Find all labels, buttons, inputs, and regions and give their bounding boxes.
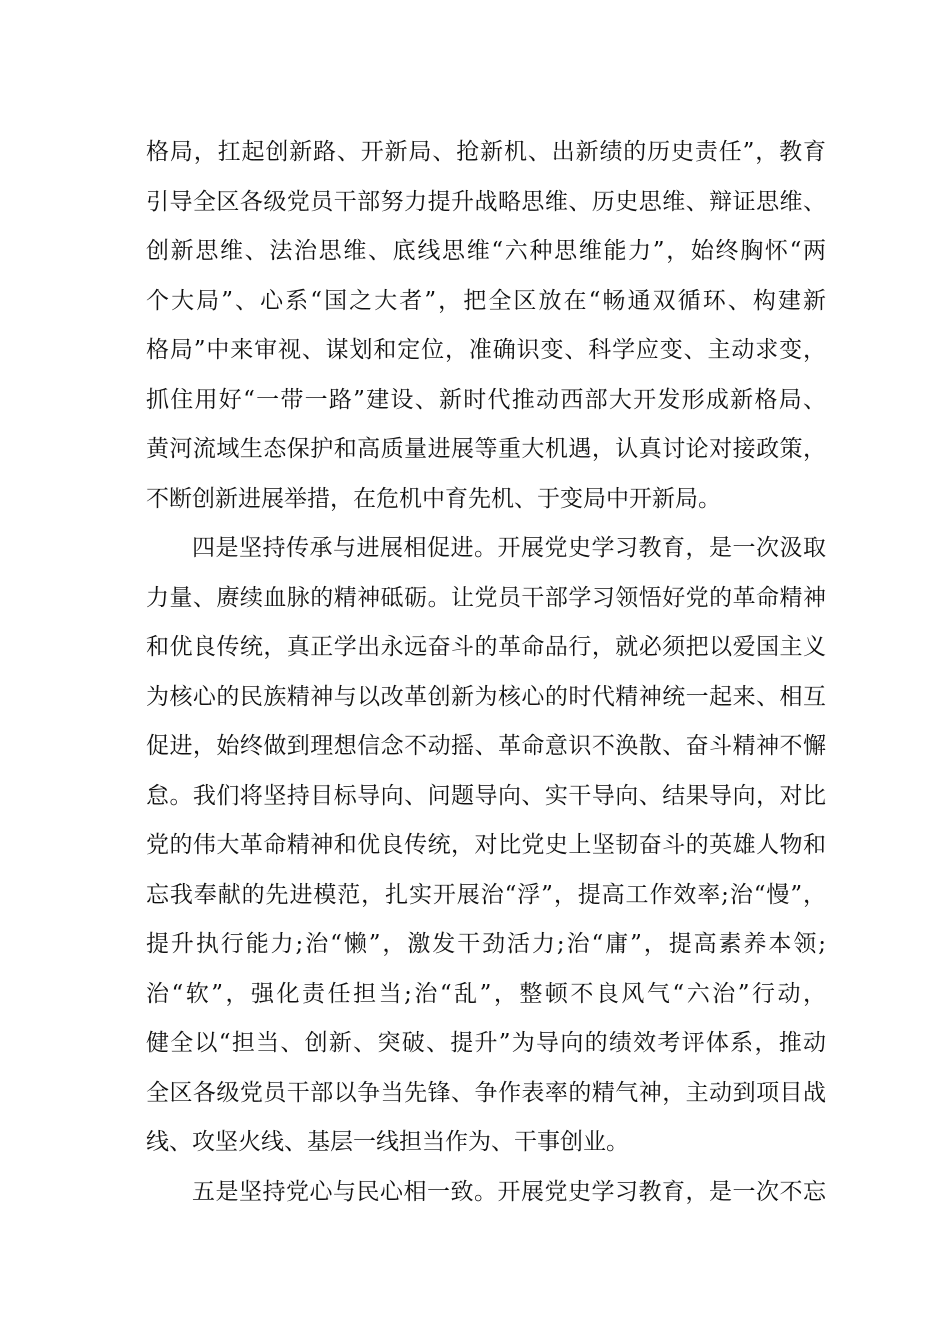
text-line: 为核心的民族精神与以改革创新为核心的时代精神统一起来、相互 <box>146 683 826 710</box>
text-line: 引导全区各级党员干部努力提升战略思维、历史思维、辩证思维、 <box>146 188 826 215</box>
text-line: 怠。我们将坚持目标导向、问题导向、实干导向、结果导向，对比 <box>146 782 826 809</box>
text-line: 党的伟大革命精神和优良传统，对比党史上坚韧奋斗的英雄人物和 <box>146 832 826 858</box>
text-line: 创新思维、法治思维、底线思维“六种思维能力”，始终胸怀“两 <box>146 238 826 264</box>
text-line: 格局，扛起创新路、开新局、抢新机、出新绩的历史责任”，教育 <box>146 139 826 165</box>
text-line: 全区各级党员干部以争当先锋、争作表率的精气神，主动到项目战 <box>146 1079 826 1106</box>
text-line: 个大局”、心系“国之大者”，把全区放在“畅通双循环、构建新 <box>146 287 826 314</box>
text-line: 促进，始终做到理想信念不动摇、革命意识不涣散、奋斗精神不懈 <box>146 733 826 759</box>
text-line: 黄河流域生态保护和高质量进展等重大机遇，认真讨论对接政策， <box>146 436 826 462</box>
text-line: 忘我奉献的先进模范，扎实开展治“浮”，提高工作效率;治“慢”， <box>146 881 826 908</box>
text-line: 格局”中来审视、谋划和定位，准确识变、科学应变、主动求变， <box>146 337 826 363</box>
text-line: 治“软”，强化责任担当;治“乱”，整顿不良风气“六治”行动， <box>146 980 826 1007</box>
text-line: 抓住用好“一带一路”建设、新时代推动西部大开发形成新格局、 <box>146 386 826 413</box>
text-line: 提升执行能力;治“懒”，激发干劲活力;治“庸”，提高素养本领; <box>146 931 826 957</box>
text-line: 线、攻坚火线、基层一线担当作为、干事创业。 <box>146 1129 629 1155</box>
text-line: 四是坚持传承与进展相促进。开展党史学习教育，是一次汲取 <box>192 535 826 561</box>
text-line: 不断创新进展举措，在危机中育先机、于变局中开新局。 <box>146 485 721 512</box>
paragraph-2 <box>146 527 826 1171</box>
paragraph-1 <box>146 131 826 527</box>
text-line: 和优良传统，真正学出永远奋斗的革命品行，就必须把以爱国主义 <box>146 634 826 660</box>
paragraph-3 <box>146 1171 826 1221</box>
text-line: 力量、赓续血脉的精神砥砺。让党员干部学习领悟好党的革命精神 <box>146 584 826 611</box>
text-line: 健全以“担当、创新、突破、提升”为导向的绩效考评体系，推动 <box>146 1030 826 1056</box>
body-text <box>146 131 826 1220</box>
text-line: 五是坚持党心与民心相一致。开展党史学习教育，是一次不忘 <box>192 1178 826 1205</box>
